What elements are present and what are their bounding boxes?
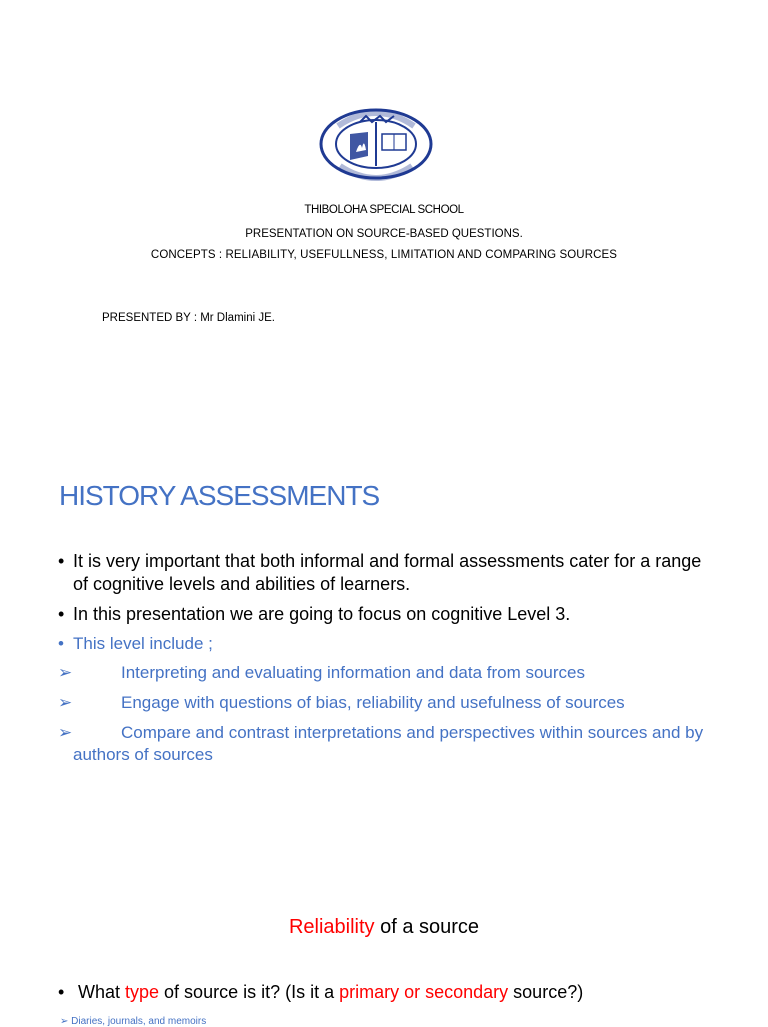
presentation-subtitle: PRESENTATION ON SOURCE-BASED QUESTIONS. [245, 228, 523, 240]
question-bullet: • What type of source is it? (Is it a primary or secondary source?) [58, 982, 584, 1002]
list-item: • This level include ; [58, 634, 213, 653]
history-assessments-slide [0, 440, 768, 820]
bullet-icon: • [58, 604, 65, 624]
list-item: • It is very important that both informal and formal assessments cater for a range of cognitive levels and abilities of learners. [58, 551, 702, 594]
school-name: THIBOLOHA SPECIAL SCHOOL [304, 204, 464, 216]
list-item: ➢ Interpreting and evaluating information and data from sources [58, 663, 585, 682]
sub-list-item: ➢ Diaries, journals, and memoirs [60, 1016, 207, 1027]
bullet-icon: • [58, 982, 65, 1002]
arrow-icon: ➢ [58, 663, 73, 682]
title-slide [0, 0, 768, 420]
slide-title: Reliability of a source [288, 916, 480, 938]
list-item: ➢ Engage with questions of bias, reliability and usefulness of sources [58, 693, 625, 712]
list-item: • In this presentation we are going to focus on cognitive Level 3. [58, 604, 571, 624]
arrow-icon: ➢ [58, 693, 73, 712]
slide-title: HISTORY ASSESSMENTS [59, 480, 380, 511]
arrow-icon: ➢ [58, 723, 73, 742]
reliability-slide [0, 880, 768, 1027]
bullet-icon: • [58, 551, 65, 571]
concepts-line: CONCEPTS : RELIABILITY, USEFULLNESS, LIMITATION AND COMPARING SOURCES [150, 249, 618, 261]
presenter-line: PRESENTED BY : Mr Dlamini JE. [102, 312, 275, 324]
bullet-icon: • [58, 634, 64, 653]
school-crest-logo [318, 104, 436, 188]
list-item: ➢ Compare and contrast interpretations and perspectives within sources and by authors of sources [58, 723, 704, 764]
bullet-list [58, 550, 718, 774]
arrow-icon: ➢ [60, 1016, 69, 1027]
